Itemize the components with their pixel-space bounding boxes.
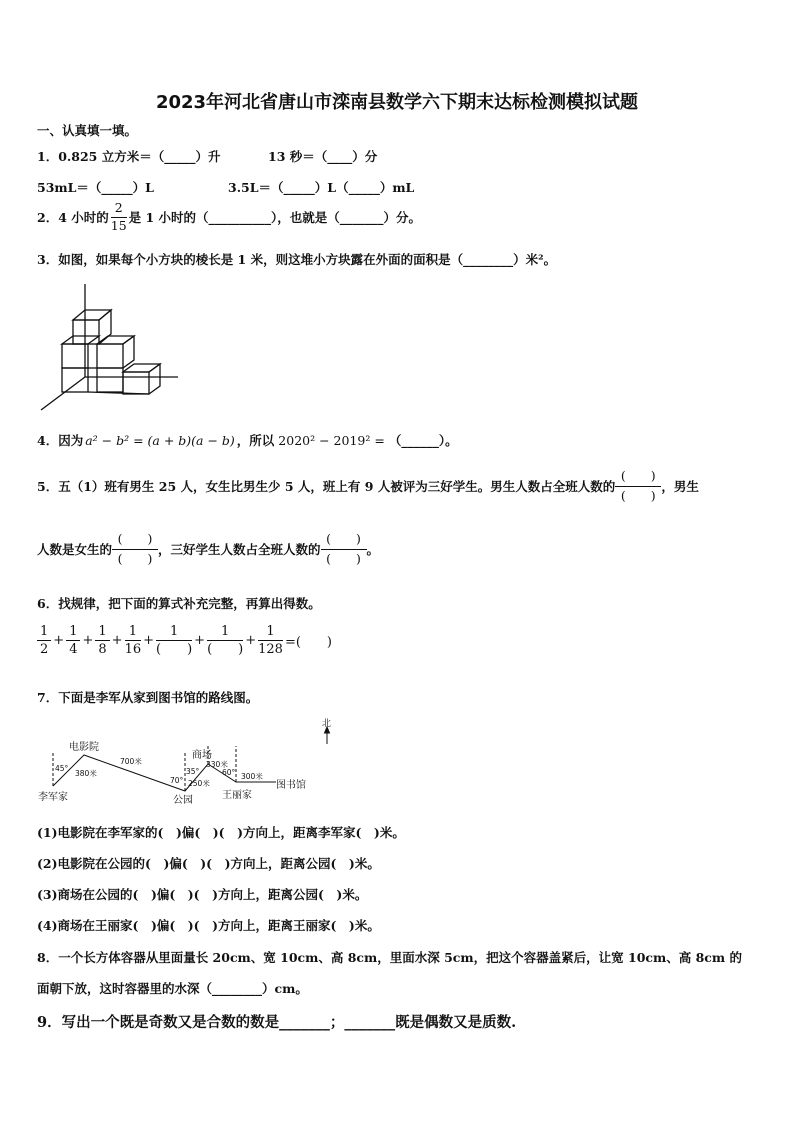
q6-term-den: 4 bbox=[69, 642, 78, 657]
q4-middle: ，所以 bbox=[236, 433, 275, 448]
q6-plus: + bbox=[245, 633, 257, 648]
q1-part-c: 53mL＝（_____）L bbox=[37, 180, 154, 195]
route-map-place-labels bbox=[38, 717, 331, 806]
q5-blank-top: ( ) bbox=[321, 533, 367, 550]
question-7: 7．下面是李军从家到图书馆的路线图。 bbox=[37, 690, 259, 705]
q5-blank-bottom: ( ) bbox=[117, 550, 153, 566]
question-4 bbox=[37, 431, 458, 449]
q6-term-num: 1 bbox=[258, 625, 283, 641]
q5-blank-fraction-1 bbox=[615, 470, 661, 502]
route-map-measures bbox=[55, 756, 263, 788]
map-distance: 300米 bbox=[241, 772, 263, 781]
q1-part-b: 13 秒＝（____）分 bbox=[268, 149, 378, 164]
q6-term-den: 16 bbox=[124, 642, 142, 657]
q7-sub-1: (1)电影院在李军家的( )偏( )( )方向上，距离李军家( )米。 bbox=[37, 825, 405, 840]
q5-blank-bottom: ( ) bbox=[620, 487, 656, 503]
q5-line2-a: 人数是女生的 bbox=[37, 542, 113, 557]
q2-prefix: 2．4 小时的 bbox=[37, 210, 109, 225]
map-north-label: 北 bbox=[322, 719, 332, 729]
q4-suffix: （______）。 bbox=[388, 433, 458, 448]
q6-term-num: 1 bbox=[66, 625, 80, 641]
map-distance: 700米 bbox=[120, 757, 142, 766]
map-angle: 70° bbox=[170, 776, 184, 785]
q6-term-2 bbox=[66, 625, 80, 656]
map-distance: 330米 bbox=[206, 760, 228, 769]
q6-plus: + bbox=[82, 633, 94, 648]
q6-term-num: 1 bbox=[207, 625, 243, 641]
q4-expression: 2020² − 2019² = bbox=[278, 432, 385, 448]
q5-blank-bottom: ( ) bbox=[326, 550, 361, 566]
map-place-mall: 商场 bbox=[192, 750, 212, 761]
q2-numerator: 2 bbox=[111, 202, 127, 218]
question-6: 6．找规律，把下面的算式补充完整，再算出得数。 bbox=[37, 596, 321, 611]
q6-plus: + bbox=[143, 633, 155, 648]
map-place-home: 李军家 bbox=[38, 792, 68, 803]
q6-plus: + bbox=[194, 633, 206, 648]
q6-term-4 bbox=[125, 625, 142, 656]
q6-term-1 bbox=[37, 625, 51, 656]
q6-term-6 bbox=[207, 625, 243, 656]
question-8-line-2: 面朝下放，这时容器里的水深（________）cm。 bbox=[37, 981, 308, 996]
q2-suffix: 是 1 小时的（__________），也就是（_______）分。 bbox=[128, 210, 422, 225]
q6-term-3 bbox=[95, 625, 109, 656]
question-2 bbox=[37, 202, 421, 232]
route-map bbox=[36, 716, 356, 808]
map-angle: 60° bbox=[222, 768, 236, 777]
map-place-library: 图书馆 bbox=[276, 780, 306, 791]
q4-prefix: 4．因为 bbox=[37, 433, 84, 448]
q6-plus: + bbox=[111, 633, 123, 648]
question-5-line-1 bbox=[37, 470, 699, 502]
q1-part-d: 3.5L＝（_____）L（_____）mL bbox=[228, 180, 415, 195]
q6-term-num: 1 bbox=[37, 625, 51, 641]
question-9: 9．写出一个既是奇数又是合数的数是_______；_______既是偶数又是质数. bbox=[37, 1014, 517, 1031]
q7-sub-3: (3)商场在公园的( )偏( )( )方向上，距离公园( )米。 bbox=[37, 887, 368, 902]
q5-line2-b: ，三好学生人数占全班人数的 bbox=[158, 542, 321, 557]
question-8-line-1: 8．一个长方体容器从里面量长 20cm、宽 10cm、高 8cm，里面水深 5cm，把这个容器盖紧后，让宽 10cm、高 8cm 的 bbox=[37, 950, 742, 965]
map-distance: 250米 bbox=[188, 779, 210, 788]
q5-line1-text: 5．五（1）班有男生 25 人，女生比男生少 5 人，班上有 9 人被评为三好学生。男生人数占全班人数的 bbox=[37, 479, 616, 494]
map-place-wangli-home: 王丽家 bbox=[222, 790, 252, 801]
cube-stack-figure bbox=[38, 282, 188, 412]
q6-term-5 bbox=[156, 625, 192, 656]
page-title: 2023年河北省唐山市滦南县数学六下期末达标检测模拟试题 bbox=[155, 92, 639, 113]
map-place-park: 公园 bbox=[173, 795, 193, 806]
section-heading: 一、认真填一填。 bbox=[37, 123, 138, 138]
q6-term-den: 8 bbox=[98, 642, 107, 657]
map-angle: 45° bbox=[55, 764, 69, 773]
q6-term-den: 2 bbox=[40, 642, 49, 657]
q5-line2-c: 。 bbox=[366, 542, 380, 557]
q6-series bbox=[37, 625, 332, 656]
q5-blank-fraction-3 bbox=[321, 533, 367, 565]
q7-sub-4: (4)商场在王丽家( )偏( )( )方向上，距离王丽家( )米。 bbox=[37, 918, 380, 933]
q5-line1-end: ，男生 bbox=[661, 479, 699, 494]
q6-equals: =( ) bbox=[284, 635, 333, 650]
q2-fraction bbox=[111, 202, 127, 232]
question-5-line-2 bbox=[37, 533, 379, 565]
q6-term-num: 1 bbox=[125, 625, 142, 641]
q1-part-a: 1．0.825 立方米＝（_____）升 bbox=[37, 149, 221, 164]
question-3: 3．如图，如果每个小方块的棱长是 1 米，则这堆小方块露在外面的面积是（________）米²。 bbox=[37, 252, 557, 267]
q2-denominator: 15 bbox=[110, 217, 127, 233]
q6-term-den: ( ) bbox=[207, 642, 244, 657]
q6-term-7 bbox=[258, 625, 283, 656]
q6-term-num: 1 bbox=[95, 625, 109, 641]
map-angle: 35° bbox=[186, 767, 200, 776]
q6-plus: + bbox=[53, 633, 65, 648]
q6-term-den: ( ) bbox=[156, 642, 193, 657]
q4-formula: a² − b² = (a + b)(a − b) bbox=[85, 432, 235, 448]
q6-term-den: 128 bbox=[258, 642, 283, 657]
map-place-cinema: 电影院 bbox=[69, 742, 99, 753]
q5-blank-top: ( ) bbox=[112, 533, 158, 550]
q7-sub-2: (2)电影院在公园的( )偏( )( )方向上，距离公园( )米。 bbox=[37, 856, 380, 871]
q6-term-num: 1 bbox=[156, 625, 192, 641]
q5-blank-fraction-2 bbox=[112, 533, 158, 565]
map-distance: 380米 bbox=[75, 769, 97, 778]
q5-blank-top: ( ) bbox=[615, 470, 661, 487]
